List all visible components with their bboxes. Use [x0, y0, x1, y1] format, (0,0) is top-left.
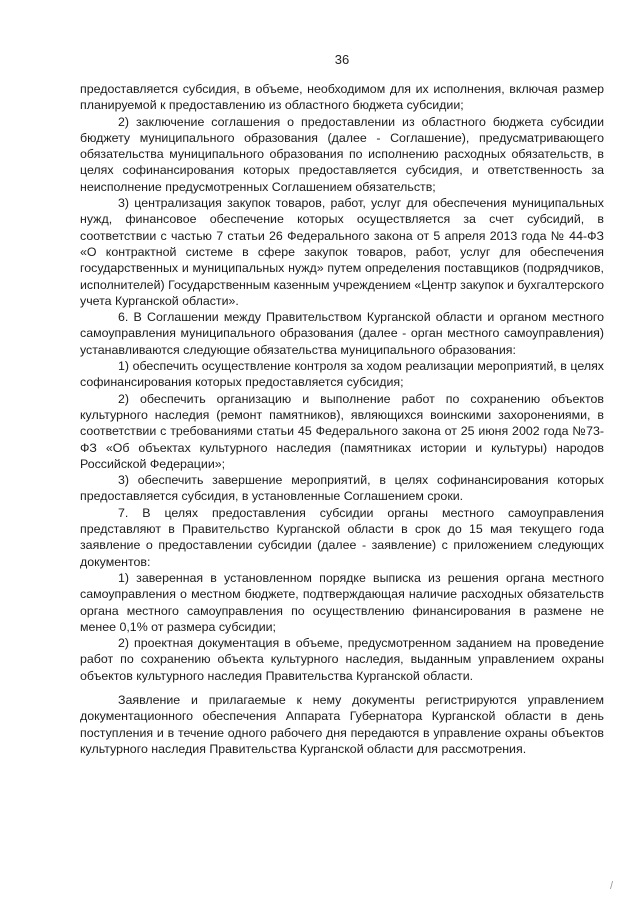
paragraph-continuation: предоставляется субсидия, в объеме, необходимом для их исполнения, включая размер планируемой к предоставлению из областного бюджета субсидии; — [80, 82, 604, 113]
paragraph-section-7: 7. В целях предоставления субсидии органы местного самоуправления представляют в Правительство Курганской области в срок до 15 мая текущего года заявление о предоставлении субсидии (далее - заявление) с приложением следующих документов: — [80, 505, 604, 569]
page-number: 36 — [334, 52, 350, 67]
paragraph-document-1: 1) заверенная в установленном порядке выписка из решения органа местного самоуправления о местном бюджете, подтверждающая наличие расходных обязательств органа местного самоуправления по осуществлению финансирования в размене не менее 0,1% от размера субсидии; — [80, 570, 604, 634]
paragraph-obligation-3: 3) обеспечить завершение мероприятий, в целях софинансирования которых предоставляется субсидия, в установленные Соглашением сроки. — [80, 473, 604, 504]
paragraph-item-3-procurement: 3) централизация закупок товаров, работ, услуг для обеспечения муниципальных нужд, финансовое обеспечение которых осуществляется за счет субсидий, в соответствии с частью 7 статьи 26 Федерального закона от 5 апреля 2013 года № 44-ФЗ «О контрактной системе в сфере закупок товаров, работ, услуг для обеспечения государственных и муниципальных нужд» путем определения поставщиков (подрядчиков, исполнителей) Государственным казенным учреждением «Центр закупок и бухгалтерского учета Курганской области». — [80, 196, 604, 308]
paragraph-registration: Заявление и прилагаемые к нему документы регистрируются управлением документационного обеспечения Аппарата Губернатора Курганской области в день поступления и в течение одного рабочего дня передаются в управление охраны объектов культурного наследия Правительства Курганской области для рассмотрения. — [80, 692, 604, 756]
paragraph-obligation-1: 1) обеспечить осуществление контроля за ходом реализации мероприятий, в целях софинансирования которых предоставляется субсидия; — [80, 359, 604, 390]
paragraph-document-2: 2) проектная документация в объеме, предусмотренном заданием на проведение работ по сохранению объекта культурного наследия, выданным управлением охраны объектов культурного наследия Правительства Курганской области. — [80, 636, 604, 683]
paragraph-item-2-agreement: 2) заключение соглашения о предоставлении из областного бюджета субсидии бюджету муниципального образования (далее - Соглашение), предусматривающего обязательства муниципального образования по исполнению расходных обязательств, в целях софинансирования которых предоставляется субсидия, и ответственность за неисполнение предусмотренных Соглашением обязательств; — [80, 114, 604, 194]
paragraph-obligation-2: 2) обеспечить организацию и выполнение работ по сохранению объектов культурного наследия (ремонт памятников), являющихся воинскими захоронениями, в соответствии с требованиями статьи 45 Федерального закона от 25 июня 2002 года №73-ФЗ «Об объектах культурного наследия (памятниках истории и культуры) народов Российской Федерации»; — [80, 391, 604, 471]
document-page — [80, 52, 604, 757]
scan-artifact: / — [610, 880, 614, 892]
paragraph-section-6: 6. В Соглашении между Правительством Курганской области и органом местного самоуправления муниципального образования (далее - орган местного самоуправления) устанавливаются следующие обязательства муниципального образования: — [80, 310, 604, 357]
